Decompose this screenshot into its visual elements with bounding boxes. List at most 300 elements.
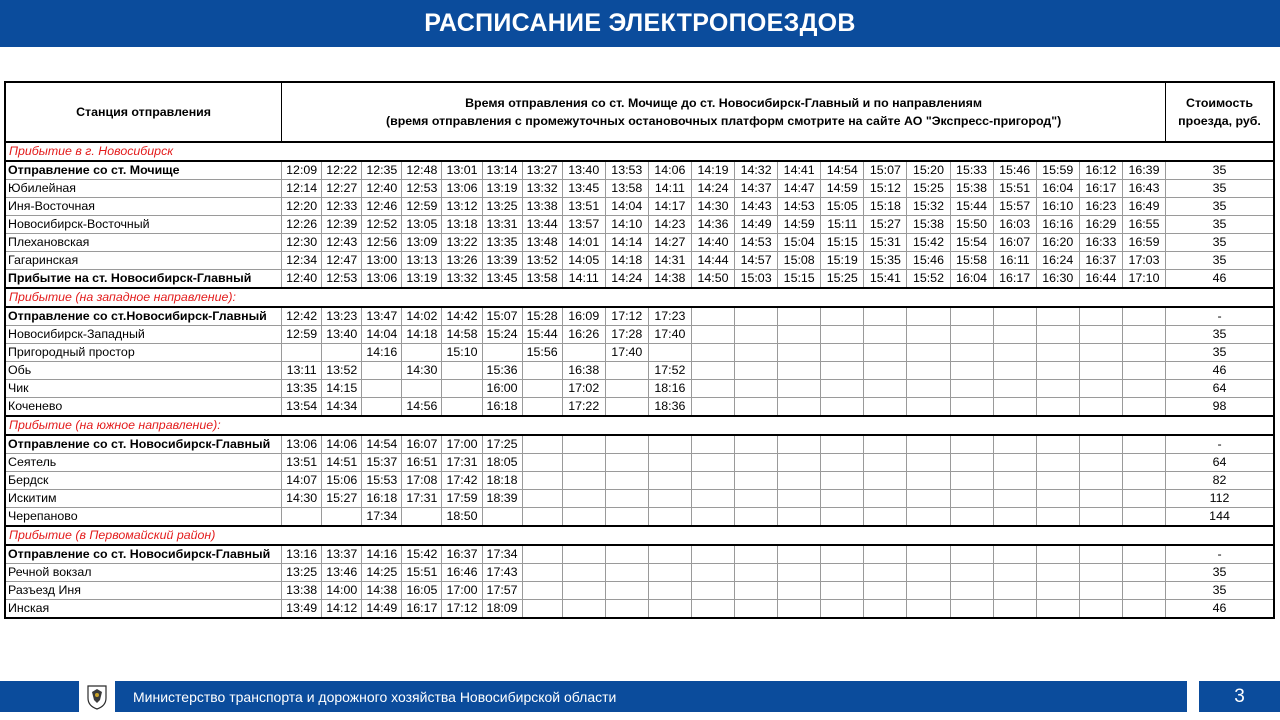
time-cell [778, 582, 821, 600]
time-cell [1122, 362, 1165, 380]
time-cell: 14:05 [562, 252, 605, 270]
time-cell [691, 490, 734, 508]
price-cell: 64 [1166, 380, 1274, 398]
time-cell: 15:44 [522, 326, 562, 344]
time-cell [735, 545, 778, 564]
time-cell [864, 398, 907, 417]
time-cell: 16:00 [482, 380, 522, 398]
time-cell [482, 508, 522, 527]
time-cell [993, 326, 1036, 344]
time-cell: 12:47 [322, 252, 362, 270]
time-cell [691, 564, 734, 582]
time-cell [402, 380, 442, 398]
time-cell [522, 545, 562, 564]
time-cell: 16:04 [950, 270, 993, 289]
time-cell: 18:50 [442, 508, 482, 527]
table-row [5, 234, 1274, 252]
time-cell: 12:27 [322, 180, 362, 198]
time-cell: 14:47 [778, 180, 821, 198]
time-cell: 15:10 [442, 344, 482, 362]
time-cell [522, 600, 562, 619]
time-cell [778, 454, 821, 472]
time-cell: 13:53 [605, 161, 648, 180]
time-cell: 13:51 [562, 198, 605, 216]
time-cell [1079, 344, 1122, 362]
time-cell [648, 600, 691, 619]
time-cell: 17:59 [442, 490, 482, 508]
time-cell: 16:16 [1036, 216, 1079, 234]
schedule-table-wrap [4, 81, 1275, 619]
time-cell: 15:57 [993, 198, 1036, 216]
time-cell [522, 564, 562, 582]
time-cell [1079, 600, 1122, 619]
time-cell [691, 435, 734, 454]
time-cell [402, 508, 442, 527]
time-cell: 17:12 [442, 600, 482, 619]
time-cell [907, 545, 950, 564]
time-cell [442, 362, 482, 380]
time-cell: 13:35 [282, 380, 322, 398]
time-cell [993, 600, 1036, 619]
time-cell: 14:43 [735, 198, 778, 216]
time-cell: 12:09 [282, 161, 322, 180]
table-row [5, 216, 1274, 234]
time-cell: 14:04 [362, 326, 402, 344]
table-row [5, 508, 1274, 527]
table-row [5, 472, 1274, 490]
time-cell: 15:06 [322, 472, 362, 490]
time-cell [691, 307, 734, 326]
time-cell: 16:20 [1036, 234, 1079, 252]
time-cell: 14:16 [362, 545, 402, 564]
time-cell: 14:07 [282, 472, 322, 490]
time-cell [907, 362, 950, 380]
price-cell: 35 [1166, 326, 1274, 344]
time-cell: 13:16 [282, 545, 322, 564]
time-cell: 15:42 [402, 545, 442, 564]
time-cell [907, 398, 950, 417]
station-name: Искитим [5, 490, 282, 508]
time-cell [778, 307, 821, 326]
station-name: Новосибирск-Западный [5, 326, 282, 344]
time-cell: 14:27 [648, 234, 691, 252]
time-cell [778, 380, 821, 398]
time-cell: 15:36 [482, 362, 522, 380]
time-cell [864, 454, 907, 472]
time-cell [821, 490, 864, 508]
time-cell: 16:33 [1079, 234, 1122, 252]
time-cell [691, 362, 734, 380]
time-cell [907, 326, 950, 344]
time-cell [1079, 435, 1122, 454]
time-cell [778, 472, 821, 490]
time-cell: 15:04 [778, 234, 821, 252]
time-cell [864, 326, 907, 344]
time-cell [1122, 472, 1165, 490]
time-cell: 17:57 [482, 582, 522, 600]
time-cell: 13:58 [522, 270, 562, 289]
time-cell: 17:40 [605, 344, 648, 362]
time-cell [691, 380, 734, 398]
time-cell: 15:32 [907, 198, 950, 216]
time-cell: 15:51 [993, 180, 1036, 198]
time-cell [522, 362, 562, 380]
station-name: Речной вокзал [5, 564, 282, 582]
time-cell [1122, 508, 1165, 527]
time-cell: 15:59 [1036, 161, 1079, 180]
price-cell: 144 [1166, 508, 1274, 527]
price-cell: 35 [1166, 180, 1274, 198]
time-cell [322, 344, 362, 362]
coat-of-arms-icon [79, 681, 115, 712]
time-cell [821, 435, 864, 454]
time-cell: 15:42 [907, 234, 950, 252]
time-cell [821, 564, 864, 582]
time-cell [950, 508, 993, 527]
time-cell: 13:39 [482, 252, 522, 270]
time-cell [950, 435, 993, 454]
time-cell [648, 454, 691, 472]
time-cell: 12:14 [282, 180, 322, 198]
time-cell: 13:58 [605, 180, 648, 198]
time-cell [605, 508, 648, 527]
station-name: Гагаринская [5, 252, 282, 270]
time-cell [522, 398, 562, 417]
time-cell: 15:41 [864, 270, 907, 289]
time-cell [605, 435, 648, 454]
time-cell: 15:11 [821, 216, 864, 234]
time-cell [1079, 398, 1122, 417]
time-cell: 12:52 [362, 216, 402, 234]
time-cell [562, 472, 605, 490]
price-cell: 35 [1166, 161, 1274, 180]
time-cell: 12:43 [322, 234, 362, 252]
time-cell [907, 564, 950, 582]
time-cell: 14:44 [691, 252, 734, 270]
time-cell [993, 490, 1036, 508]
section-label: Прибытие в г. Новосибирск [5, 142, 1274, 161]
time-cell: 18:05 [482, 454, 522, 472]
time-cell: 16:49 [1122, 198, 1165, 216]
time-cell: 14:25 [362, 564, 402, 582]
time-cell: 14:59 [778, 216, 821, 234]
price-cell: 46 [1166, 270, 1274, 289]
time-cell: 14:15 [322, 380, 362, 398]
time-cell [907, 582, 950, 600]
time-cell [522, 380, 562, 398]
time-cell [950, 307, 993, 326]
time-cell: 13:40 [322, 326, 362, 344]
time-cell [735, 380, 778, 398]
time-cell [1036, 490, 1079, 508]
time-cell [648, 582, 691, 600]
price-cell: 64 [1166, 454, 1274, 472]
time-cell: 12:40 [362, 180, 402, 198]
time-cell [735, 344, 778, 362]
page-title: РАСПИСАНИЕ ЭЛЕКТРОПОЕЗДОВ [424, 9, 856, 37]
price-cell: 35 [1166, 252, 1274, 270]
time-cell: 14:41 [778, 161, 821, 180]
time-cell: 13:40 [562, 161, 605, 180]
station-name: Сеятель [5, 454, 282, 472]
time-cell [1036, 435, 1079, 454]
time-cell [1122, 600, 1165, 619]
time-cell [605, 582, 648, 600]
price-cell: - [1166, 307, 1274, 326]
time-cell: 15:25 [821, 270, 864, 289]
time-cell [735, 398, 778, 417]
time-cell [907, 380, 950, 398]
time-cell [1079, 307, 1122, 326]
time-cell: 15:58 [950, 252, 993, 270]
time-cell: 14:30 [691, 198, 734, 216]
price-cell: 112 [1166, 490, 1274, 508]
time-cell: 17:52 [648, 362, 691, 380]
time-cell [735, 472, 778, 490]
time-cell: 18:16 [648, 380, 691, 398]
time-cell: 13:19 [482, 180, 522, 198]
time-cell: 16:17 [1079, 180, 1122, 198]
time-cell [522, 582, 562, 600]
time-cell [864, 582, 907, 600]
price-cell: - [1166, 545, 1274, 564]
time-cell [950, 454, 993, 472]
price-cell: 46 [1166, 600, 1274, 619]
price-cell: 46 [1166, 362, 1274, 380]
section-row [5, 416, 1274, 435]
time-cell [1079, 545, 1122, 564]
time-cell [993, 307, 1036, 326]
time-cell [864, 508, 907, 527]
time-cell [691, 344, 734, 362]
time-cell: 15:15 [821, 234, 864, 252]
station-name: Бердск [5, 472, 282, 490]
time-cell [648, 545, 691, 564]
time-cell [950, 582, 993, 600]
table-row [5, 545, 1274, 564]
time-cell [1036, 380, 1079, 398]
time-cell: 15:31 [864, 234, 907, 252]
time-cell: 17:31 [402, 490, 442, 508]
time-cell [821, 545, 864, 564]
time-cell [821, 344, 864, 362]
time-cell: 14:30 [402, 362, 442, 380]
time-cell [691, 508, 734, 527]
time-cell: 13:05 [402, 216, 442, 234]
time-cell: 13:32 [522, 180, 562, 198]
time-cell [821, 307, 864, 326]
time-cell: 12:42 [282, 307, 322, 326]
time-cell [778, 545, 821, 564]
table-row [5, 435, 1274, 454]
time-cell: 15:19 [821, 252, 864, 270]
time-cell [1036, 545, 1079, 564]
time-cell: 13:38 [522, 198, 562, 216]
time-cell: 14:10 [605, 216, 648, 234]
time-cell [1079, 508, 1122, 527]
time-cell: 13:14 [482, 161, 522, 180]
time-cell [522, 508, 562, 527]
time-cell: 17:12 [605, 307, 648, 326]
time-cell: 15:50 [950, 216, 993, 234]
time-cell: 14:19 [691, 161, 734, 180]
time-cell [1122, 564, 1165, 582]
time-cell: 15:08 [778, 252, 821, 270]
time-cell: 12:30 [282, 234, 322, 252]
time-cell: 12:53 [322, 270, 362, 289]
time-cell: 14:51 [322, 454, 362, 472]
time-cell [1079, 472, 1122, 490]
time-cell [562, 435, 605, 454]
time-cell: 14:49 [735, 216, 778, 234]
table-row [5, 270, 1274, 289]
time-cell: 17:08 [402, 472, 442, 490]
table-row [5, 307, 1274, 326]
section-label: Прибытие (на южное направление): [5, 416, 1274, 435]
time-cell: 13:38 [282, 582, 322, 600]
time-cell [821, 600, 864, 619]
time-cell: 13:13 [402, 252, 442, 270]
time-cell [605, 380, 648, 398]
time-cell: 16:12 [1079, 161, 1122, 180]
time-cell: 13:57 [562, 216, 605, 234]
time-cell: 14:54 [821, 161, 864, 180]
time-cell: 13:00 [362, 252, 402, 270]
time-cell [778, 344, 821, 362]
time-cell: 16:18 [362, 490, 402, 508]
times-header-line1: Время отправления со ст. Мочище до ст. Новосибирск-Главный и по направлениям [465, 96, 983, 110]
time-cell [993, 564, 1036, 582]
time-cell [778, 490, 821, 508]
price-cell: 35 [1166, 216, 1274, 234]
time-cell: 13:45 [562, 180, 605, 198]
time-cell: 17:43 [482, 564, 522, 582]
time-cell [605, 600, 648, 619]
time-cell [691, 545, 734, 564]
time-cell [362, 398, 402, 417]
time-cell [648, 344, 691, 362]
time-cell: 14:01 [562, 234, 605, 252]
time-cell [907, 307, 950, 326]
time-cell: 14:56 [402, 398, 442, 417]
page-number: 3 [1234, 685, 1245, 707]
table-row [5, 344, 1274, 362]
time-cell [482, 344, 522, 362]
time-cell [1036, 508, 1079, 527]
station-name: Обь [5, 362, 282, 380]
time-cell: 15:52 [907, 270, 950, 289]
time-cell: 14:04 [605, 198, 648, 216]
time-cell [778, 362, 821, 380]
time-cell: 18:36 [648, 398, 691, 417]
time-cell: 15:28 [522, 307, 562, 326]
time-cell: 14:14 [605, 234, 648, 252]
time-cell [950, 362, 993, 380]
time-cell: 13:09 [402, 234, 442, 252]
time-cell [993, 582, 1036, 600]
time-cell: 16:55 [1122, 216, 1165, 234]
time-cell [562, 600, 605, 619]
time-cell: 18:39 [482, 490, 522, 508]
time-cell [1036, 454, 1079, 472]
time-cell: 15:35 [864, 252, 907, 270]
table-row [5, 490, 1274, 508]
time-cell [648, 490, 691, 508]
time-cell [907, 508, 950, 527]
time-cell [864, 344, 907, 362]
time-cell: 13:18 [442, 216, 482, 234]
time-cell [907, 344, 950, 362]
time-cell: 12:34 [282, 252, 322, 270]
time-cell: 12:35 [362, 161, 402, 180]
time-cell: 14:11 [562, 270, 605, 289]
time-cell [907, 435, 950, 454]
time-cell [1122, 307, 1165, 326]
time-cell: 14:24 [691, 180, 734, 198]
time-cell: 16:10 [1036, 198, 1079, 216]
time-cell [1036, 600, 1079, 619]
time-cell [1122, 435, 1165, 454]
time-cell [1036, 362, 1079, 380]
time-cell [950, 472, 993, 490]
time-cell [821, 362, 864, 380]
time-cell [605, 564, 648, 582]
time-cell [950, 380, 993, 398]
time-cell [648, 508, 691, 527]
footer-divider [1187, 681, 1199, 712]
time-cell [605, 362, 648, 380]
time-cell [907, 454, 950, 472]
time-cell: 14:53 [778, 198, 821, 216]
time-cell: 17:34 [482, 545, 522, 564]
schedule-table [4, 81, 1275, 619]
time-cell [907, 490, 950, 508]
time-cell: 16:26 [562, 326, 605, 344]
time-cell [950, 545, 993, 564]
time-cell: 12:26 [282, 216, 322, 234]
time-cell: 17:28 [605, 326, 648, 344]
time-cell: 13:25 [282, 564, 322, 582]
time-cell: 13:44 [522, 216, 562, 234]
time-cell: 15:15 [778, 270, 821, 289]
table-row [5, 600, 1274, 619]
time-cell [735, 326, 778, 344]
time-cell [1079, 326, 1122, 344]
time-cell: 13:49 [282, 600, 322, 619]
time-cell: 15:54 [950, 234, 993, 252]
time-cell: 12:39 [322, 216, 362, 234]
time-cell: 16:39 [1122, 161, 1165, 180]
time-cell [950, 344, 993, 362]
time-cell [562, 582, 605, 600]
station-name: Инская [5, 600, 282, 619]
time-cell: 13:37 [322, 545, 362, 564]
time-cell [993, 380, 1036, 398]
time-cell: 16:07 [402, 435, 442, 454]
time-cell: 12:59 [402, 198, 442, 216]
time-cell: 14:49 [362, 600, 402, 619]
time-cell: 13:31 [482, 216, 522, 234]
time-cell [1079, 582, 1122, 600]
price-cell: - [1166, 435, 1274, 454]
time-cell: 16:43 [1122, 180, 1165, 198]
time-cell: 15:24 [482, 326, 522, 344]
price-cell: 82 [1166, 472, 1274, 490]
time-cell: 13:54 [282, 398, 322, 417]
time-cell [735, 307, 778, 326]
station-name: Плехановская [5, 234, 282, 252]
time-cell: 15:37 [362, 454, 402, 472]
